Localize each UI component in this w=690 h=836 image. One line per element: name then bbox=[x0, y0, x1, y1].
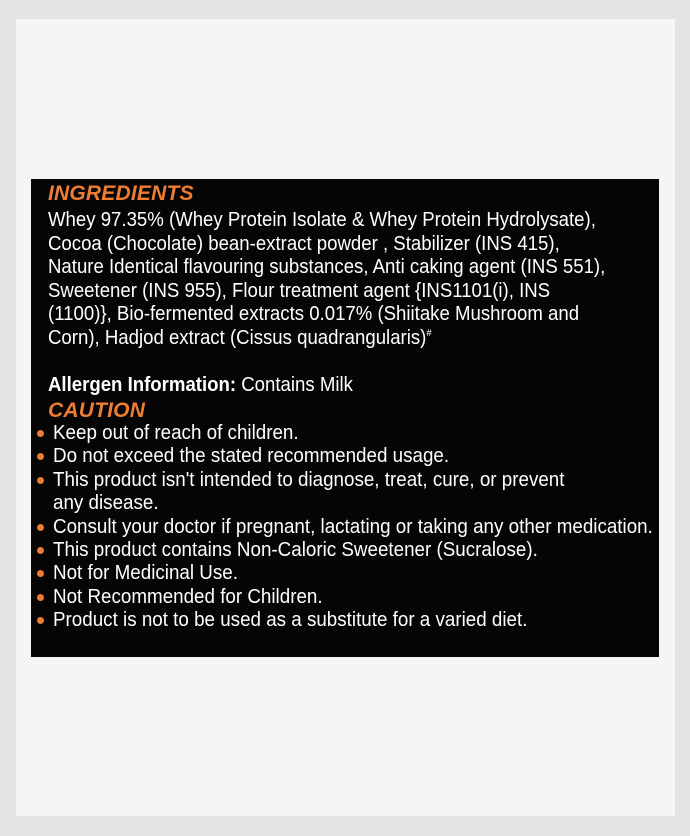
caution-item bbox=[31, 469, 659, 516]
caution-item-text: Do not exceed the stated recommended usage. bbox=[53, 445, 450, 468]
bullet-icon bbox=[37, 570, 44, 577]
caution-item bbox=[31, 586, 659, 609]
caution-item bbox=[31, 422, 659, 445]
caution-item-text: Product is not to be used as a substitute for a varied diet. bbox=[53, 609, 528, 632]
caution-item-text: This product contains Non-Caloric Sweetener (Sucralose). bbox=[53, 539, 538, 562]
bullet-icon bbox=[37, 430, 44, 437]
bullet-icon bbox=[37, 547, 44, 554]
bullet-icon bbox=[37, 453, 44, 460]
bullet-icon bbox=[37, 617, 44, 624]
caution-item-text: This product isn't intended to diagnose, treat, cure, or prevent any disease. bbox=[53, 468, 565, 515]
allergen-label: Allergen Information: bbox=[48, 374, 237, 396]
allergen-information bbox=[48, 374, 606, 398]
ingredients-heading: INGREDIENTS bbox=[48, 182, 194, 205]
caution-item bbox=[31, 516, 659, 539]
caution-list bbox=[31, 422, 659, 633]
caution-item-text: Not Recommended for Children. bbox=[53, 585, 323, 608]
footnote-mark: # bbox=[426, 327, 432, 339]
caution-item bbox=[31, 609, 659, 632]
allergen-value: Contains Milk bbox=[236, 374, 353, 396]
ingredients-body: Whey 97.35% (Whey Protein Isolate & Whey Protein Hydrolysate), Cocoa (Chocolate) bean-extract powder , Stabilizer (INS 415), Nature Identical flavouring substances, Anti caking agent (INS 551), Sweetener (INS 955), Flour treatment agent {INS1101(i), INS (1100)}, Bio-fermented extracts 0.017% (Shiitake Mushroom and Corn), Hadjod extract (Cissus quadrangularis) bbox=[48, 209, 606, 349]
product-label-panel bbox=[31, 179, 659, 657]
bullet-icon bbox=[37, 524, 44, 531]
bullet-icon bbox=[37, 594, 44, 601]
ingredients-text bbox=[48, 209, 612, 350]
caution-item bbox=[31, 445, 659, 468]
caution-item-text: Keep out of reach of children. bbox=[53, 422, 299, 444]
caution-item bbox=[31, 562, 659, 585]
caution-item bbox=[31, 539, 659, 562]
bullet-icon bbox=[37, 477, 44, 484]
caution-item-text: Not for Medicinal Use. bbox=[53, 562, 238, 585]
caution-heading: CAUTION bbox=[48, 399, 146, 422]
caution-item-text: Consult your doctor if pregnant, lactating or taking any other medication. bbox=[53, 515, 653, 538]
